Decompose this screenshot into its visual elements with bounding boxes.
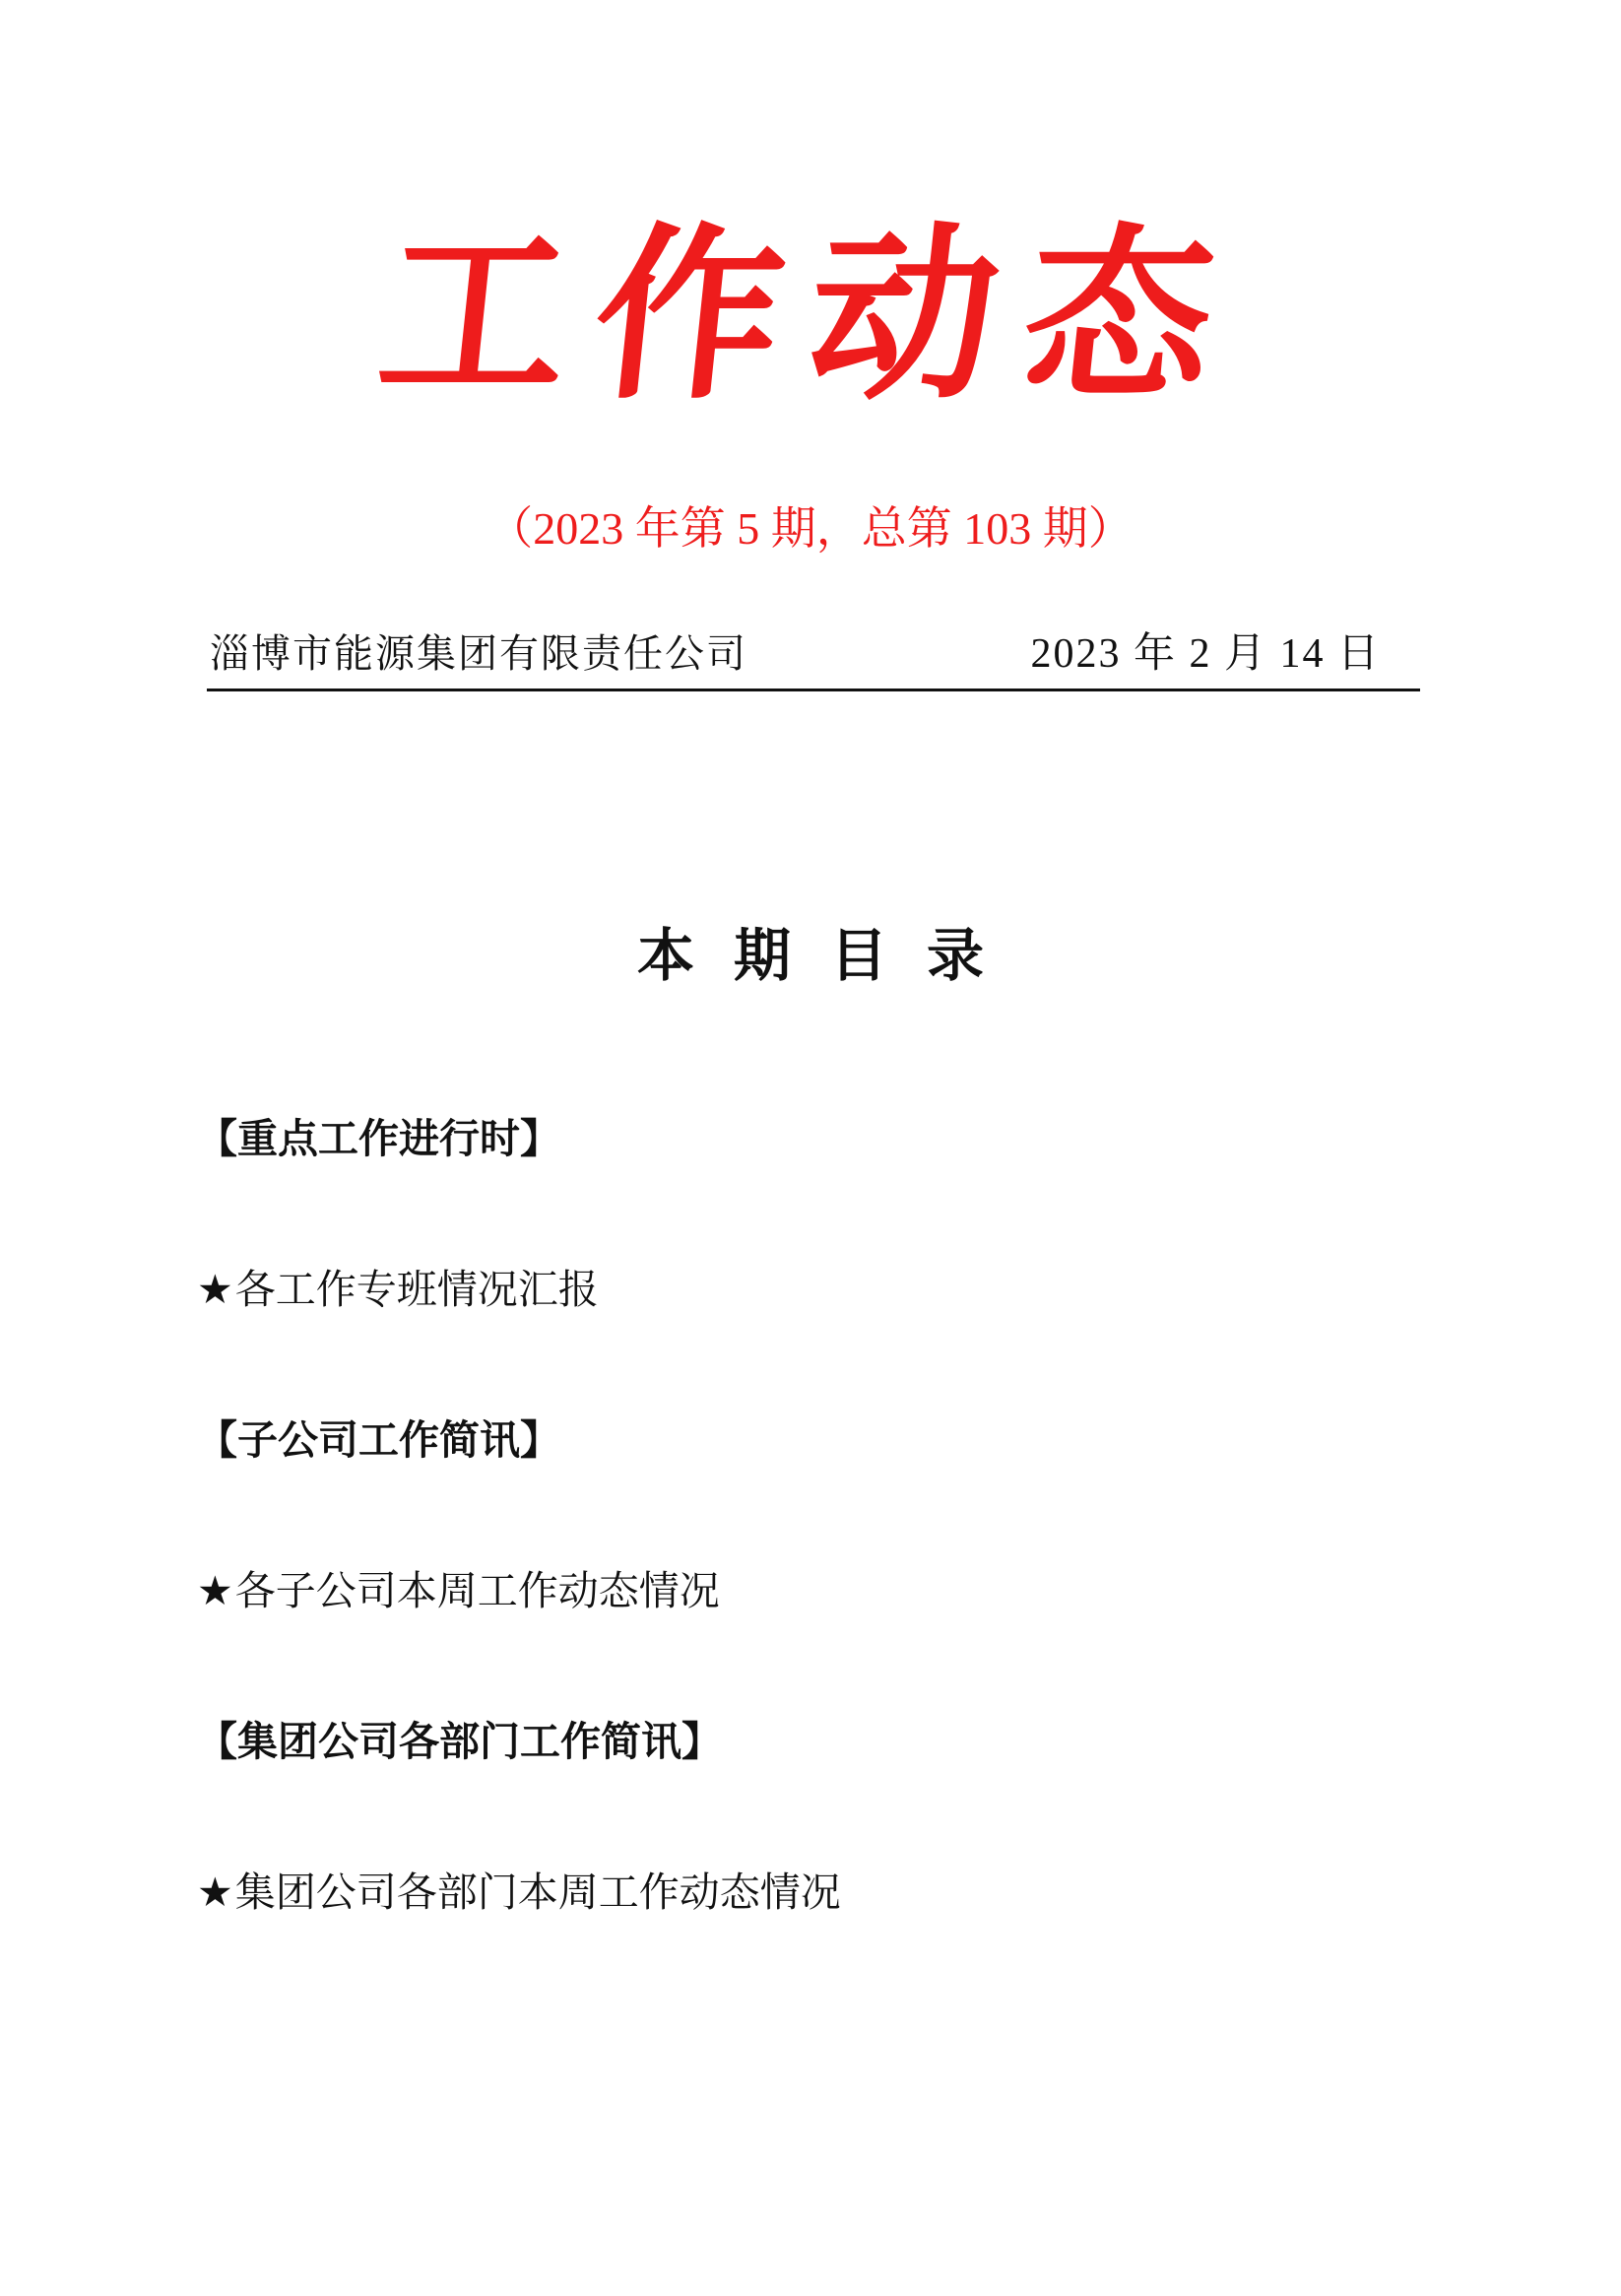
star-icon: ★: [197, 1266, 233, 1313]
toc-entry-text: 各子公司本周工作动态情况: [234, 1567, 720, 1614]
issue-number: （2023 年第 5 期，总第 103 期）: [487, 503, 1134, 554]
toc-entry: [197, 1855, 1428, 2005]
organization-name: 淄博市能源集团有限责任公司: [210, 631, 747, 677]
toc-section-text: 【集团公司各部门工作简讯】: [197, 1718, 722, 1765]
toc-section-heading: [197, 1403, 1428, 1553]
toc-section-text: 【重点工作进行时】: [197, 1115, 560, 1162]
toc-list: [197, 1101, 1428, 2005]
star-icon: ★: [197, 1567, 233, 1614]
toc-section-heading: [197, 1101, 1428, 1252]
toc-entry-text: 集团公司各部门本周工作动态情况: [234, 1869, 841, 1916]
publication-date: 2023 年 2 月 14 日: [1030, 631, 1381, 677]
toc-section-heading: [197, 1704, 1428, 1855]
toc-section-text: 【子公司工作简讯】: [197, 1416, 560, 1464]
toc-entry: [197, 1553, 1428, 1704]
star-icon: ★: [197, 1869, 233, 1916]
header-divider: [207, 689, 1420, 691]
toc-title: 本期目录: [636, 922, 1023, 989]
toc-entry-text: 各工作专班情况汇报: [234, 1266, 599, 1313]
masthead-title: 工作动态: [369, 205, 1252, 425]
toc-entry: [197, 1252, 1428, 1403]
